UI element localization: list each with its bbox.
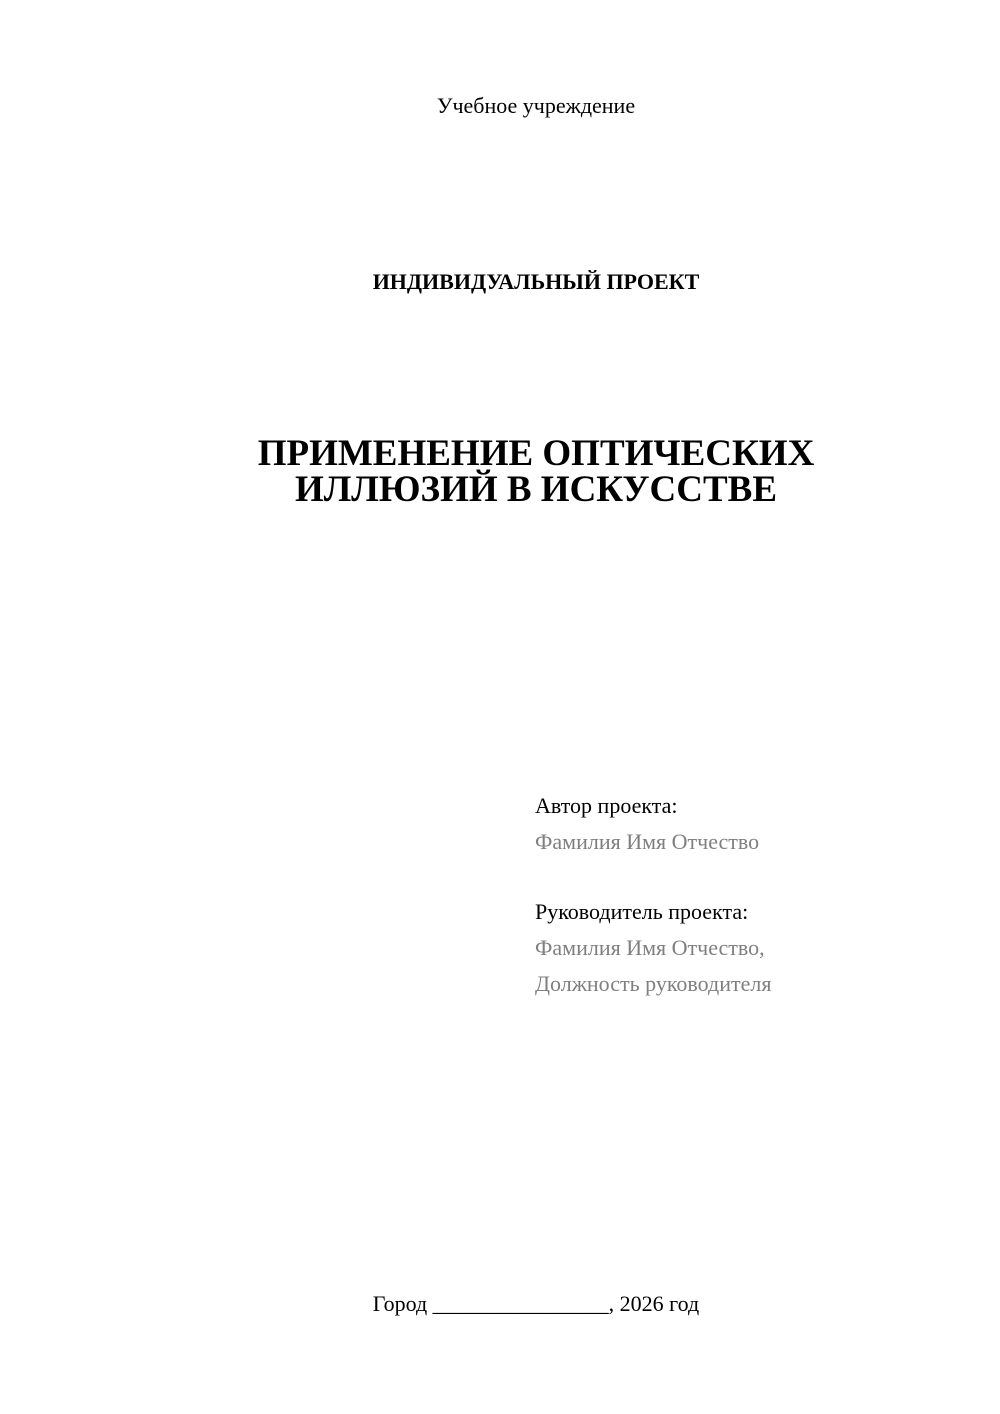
city-year-line: Город ________________, 2026 год: [372, 1291, 700, 1316]
supervisor-label: Руководитель проекта:: [535, 899, 749, 924]
project-title-line-1: ПРИМЕНЕНИЕ ОПТИЧЕСКИХ: [257, 433, 815, 474]
document-type: ИНДИВИДУАЛЬНЫЙ ПРОЕКТ: [372, 269, 700, 294]
author-name-placeholder: Фамилия Имя Отчество: [535, 829, 760, 854]
supervisor-name-placeholder: Фамилия Имя Отчество,: [535, 935, 765, 960]
project-title: [0, 433, 1000, 510]
credits-block: [535, 788, 771, 1002]
supervisor-position-placeholder: Должность руководителя: [535, 971, 772, 996]
institution-name: Учебное учреждение: [436, 93, 636, 118]
project-title-line-2: ИЛЛЮЗИЙ В ИСКУССТВЕ: [294, 469, 778, 510]
author-label: Автор проекта:: [535, 793, 678, 818]
spacer: [535, 860, 771, 894]
